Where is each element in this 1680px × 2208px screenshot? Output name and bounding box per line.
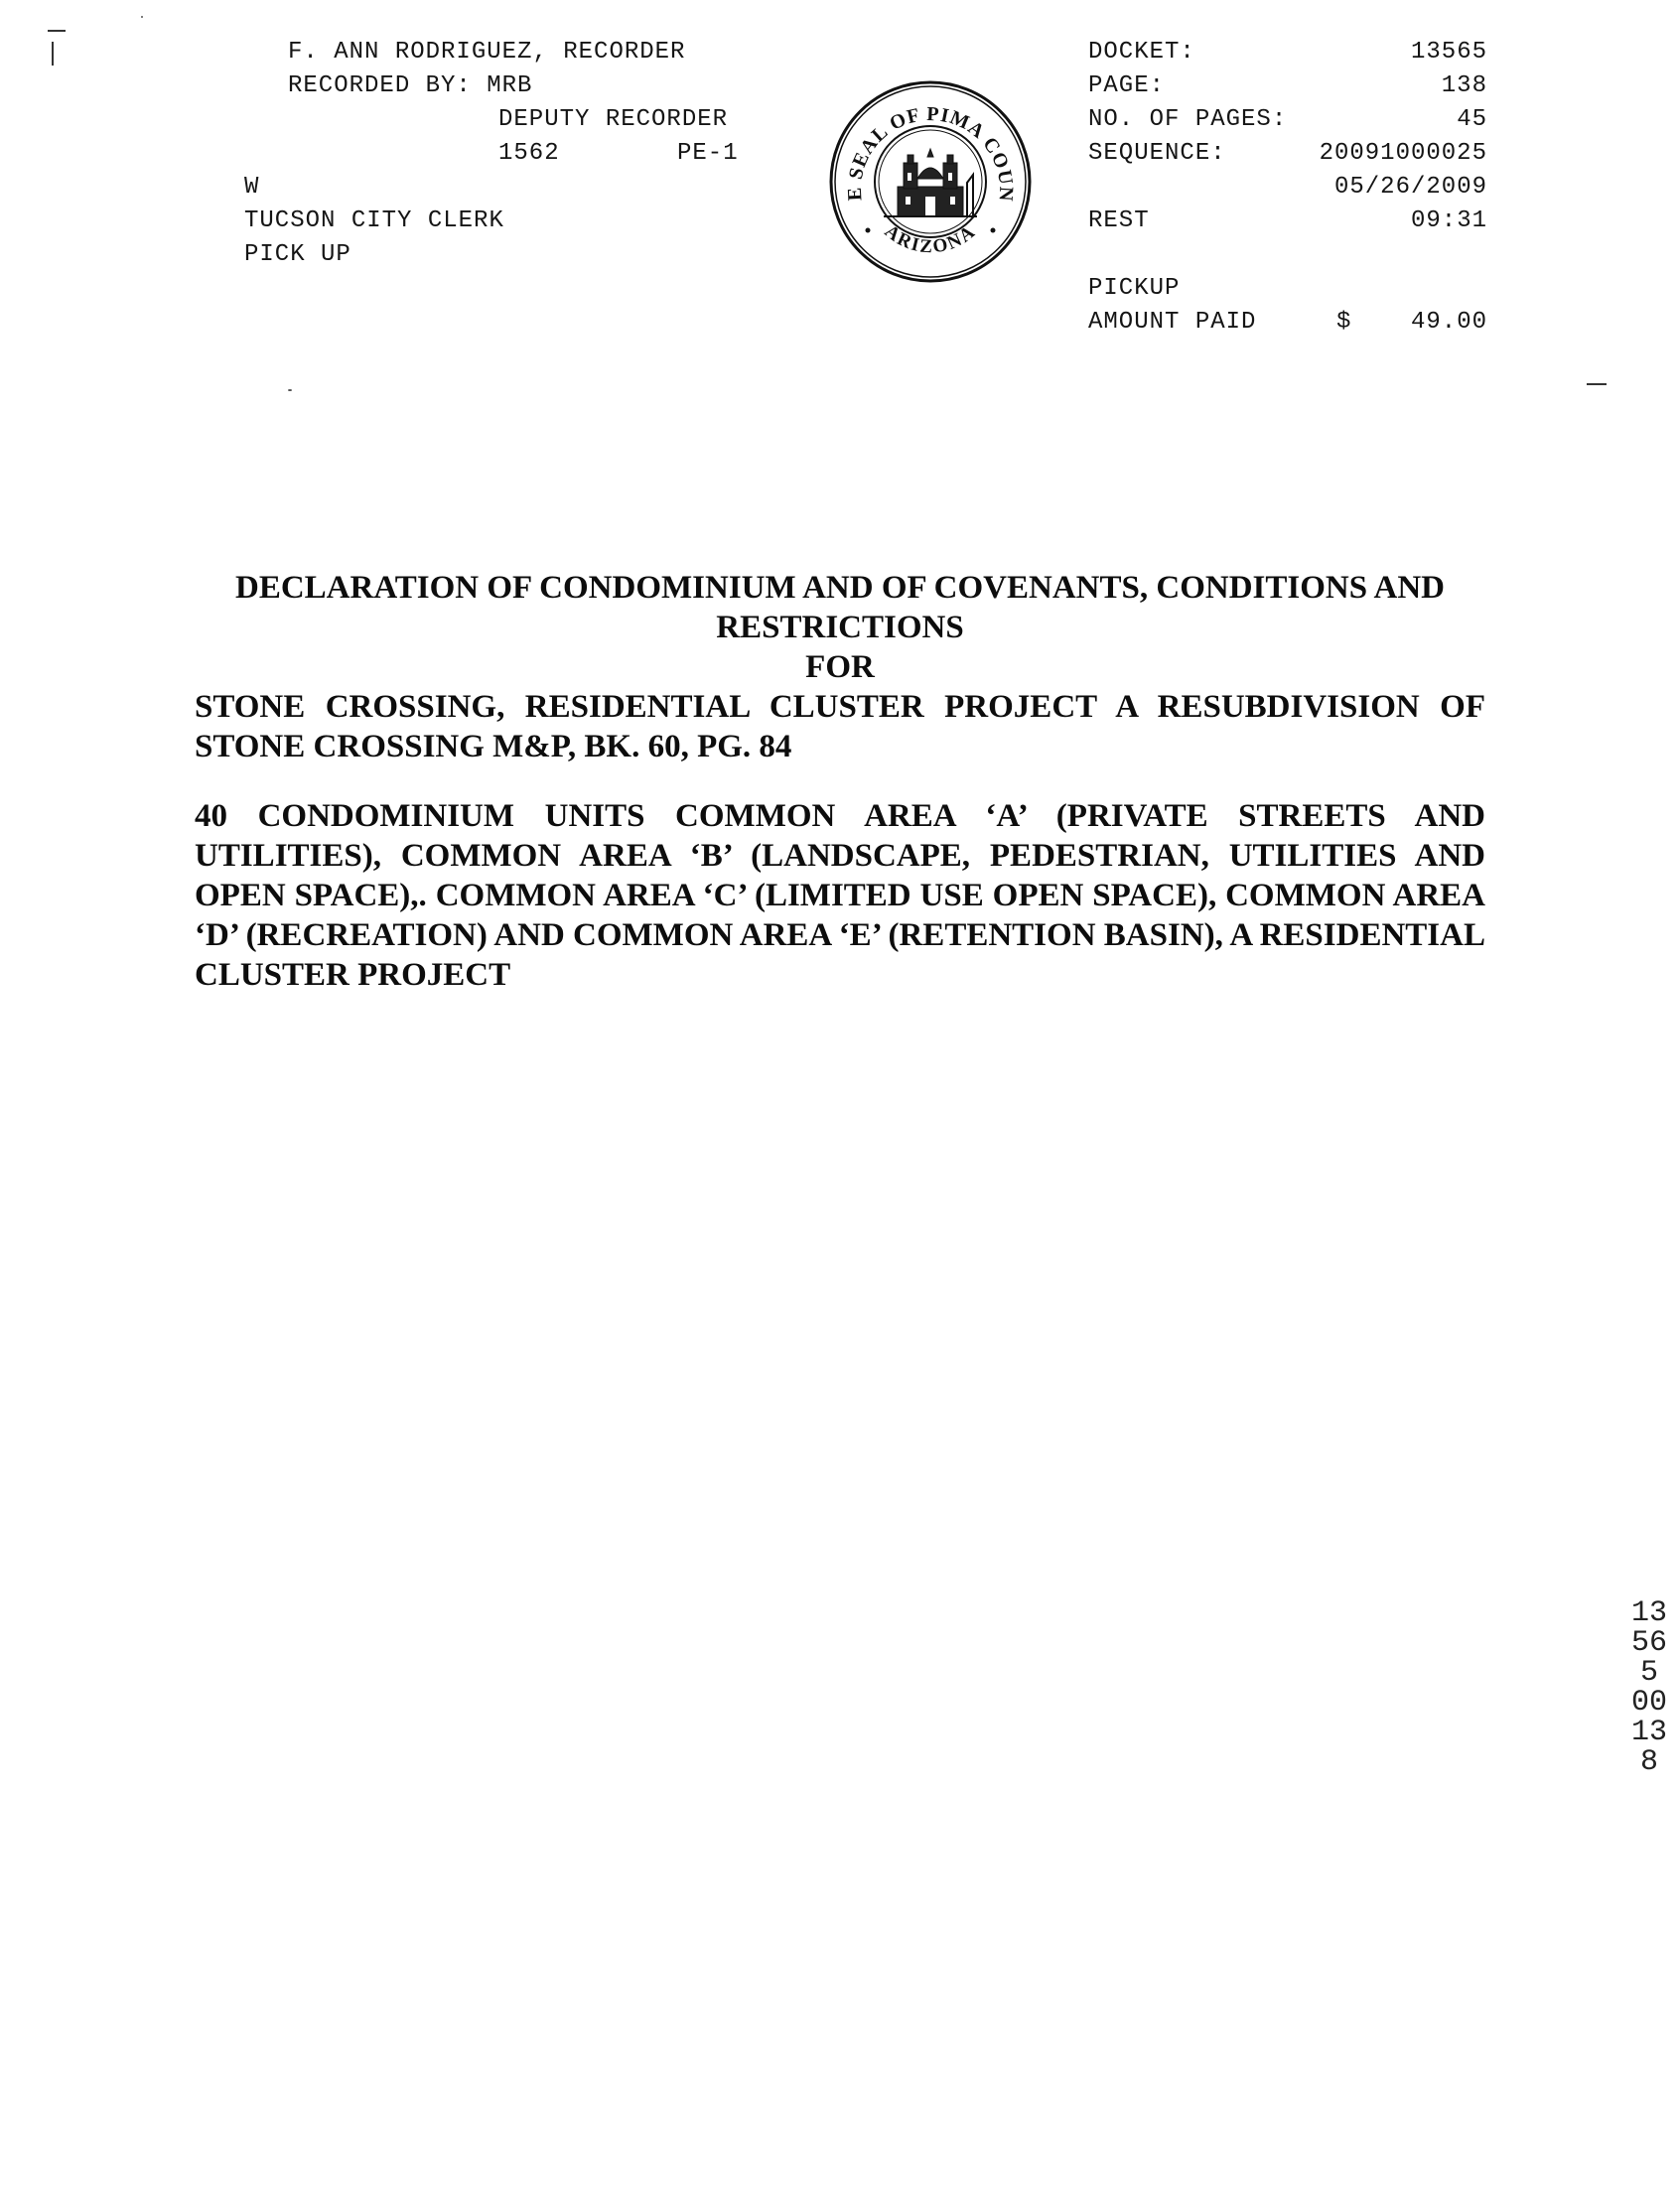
scan-speck [288,389,292,391]
page-value: 138 [1441,72,1487,99]
title-line-1: DECLARATION OF CONDOMINIUM AND OF COVENANTS, CONDITIONS AND [234,570,1446,606]
svg-text:ARIZONA: ARIZONA [880,220,981,258]
pickup-label: PICKUP [1088,275,1181,302]
scan-edge-mark [1587,383,1607,385]
pages-count-value: 45 [1457,106,1487,133]
recorded-date: 05/26/2009 [1333,174,1487,201]
docket-value: 13565 [1410,39,1487,66]
pages-count-label: NO. OF PAGES: [1088,106,1288,133]
amount-paid-value: 49.00 [1410,309,1487,336]
sequence-value: 20091000025 [1319,140,1487,167]
document-title [195,568,1485,687]
deputy-recorder: DEPUTY RECORDER [498,106,729,133]
recorder-w-mark: W [244,174,260,201]
recorder-name: F. ANN RODRIGUEZ, RECORDER [288,39,686,66]
recipient-name: TUCSON CITY CLERK [244,207,504,234]
side-document-number: 13565 00138 [1630,1596,1667,1779]
scan-corner-mark [52,42,54,66]
svg-text:THE SEAL OF PIMA COUNTY: E SEAL OF PIMA COUN [843,103,1018,204]
recorded-time: 09:31 [1410,207,1487,234]
page-label: PAGE: [1088,72,1166,99]
title-line-3: FOR [805,649,875,685]
pima-county-seal-icon [828,79,1033,284]
recorder-pe-code: PE-1 [677,140,739,167]
recorded-by: RECORDED BY: MRB [288,72,533,99]
docket-label: DOCKET: [1088,39,1195,66]
amount-paid-label: AMOUNT PAID [1088,309,1257,336]
project-description: 40 CONDOMINIUM UNITS COMMON AREA ‘A’ (PRIVATE STREETS AND UTILITIES), COMMON AREA ‘B’ (LANDSCAPE, PEDESTRIAN, UTILITIES AND OPEN SPACE),. COMMON AREA ‘C’ (LIMITED USE OPEN SPACE), COMMON AREA ‘D’ (RECREATION) AND COMMON AREA ‘E’ (RETENTION BASIN), A RESIDENTIAL CLUSTER PROJECT [195,798,1485,993]
rest-label: REST [1088,207,1150,234]
recorder-code: 1562 [498,140,560,167]
amount-currency: $ [1336,309,1352,336]
scan-corner-mark [48,30,66,32]
sequence-label: SEQUENCE: [1088,140,1226,167]
title-line-2: RESTRICTIONS [716,610,964,645]
scan-speck [141,16,143,18]
project-name: STONE CROSSING, RESIDENTIAL CLUSTER PROJECT A RESUBDIVISION OF STONE CROSSING M&P, BK. 60, PG. 84 [195,689,1485,764]
delivery-method: PICK UP [244,241,351,268]
